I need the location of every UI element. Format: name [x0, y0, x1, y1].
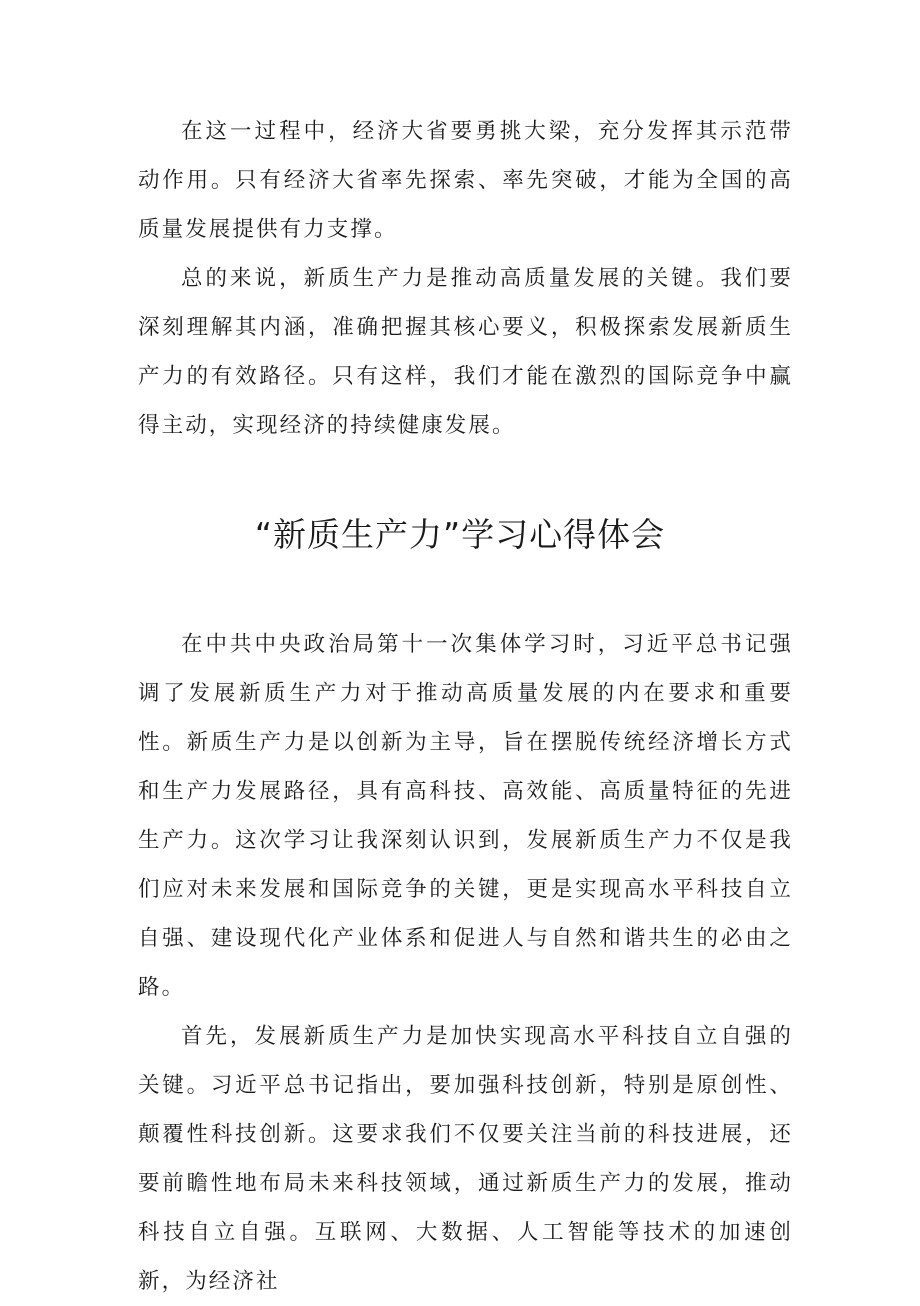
paragraph: 在中共中央政治局第十一次集体学习时，习近平总书记强调了发展新质生产力对于推动高质量发展的内在要求和重要性。新质生产力是以创新为主导，旨在摆脱传统经济增长方式和生产力发展路径，具有高科技、高效能、高质量特征的先进生产力。这次学习让我深刻认识到，发展新质生产力不仅是我们应对未来发展和国际竞争的关键，更是实现高水平科技自立自强、建设现代化产业体系和促进人与自然和谐共生的必由之路。	[138, 632, 793, 1000]
paragraph: 首先，发展新质生产力是加快实现高水平科技自立自强的关键。习近平总书记指出，要加强科技创新，特别是原创性、颠覆性科技创新。这要求我们不仅要关注当前的科技进展，还要前瞻性地布局未来科技领域，通过新质生产力的发展，推动科技自立自强。互联网、大数据、人工智能等技术的加速创新，为经济社	[138, 1024, 793, 1294]
article-title: “新质生产力”学习心得体会	[254, 515, 666, 554]
paragraph: 总的来说，新质生产力是推动高质量发展的关键。我们要深刻理解其内涵，准确把握其核心要义，积极探索发展新质生产力的有效路径。只有这样，我们才能在激烈的国际竞争中赢得主动，实现经济的持续健康发展。	[138, 266, 793, 438]
paragraph: 在这一过程中，经济大省要勇挑大梁，充分发挥其示范带动作用。只有经济大省率先探索、率先突破，才能为全国的高质量发展提供有力支撑。	[138, 119, 793, 242]
article-body	[138, 620, 793, 1306]
previous-section-text	[138, 107, 793, 450]
